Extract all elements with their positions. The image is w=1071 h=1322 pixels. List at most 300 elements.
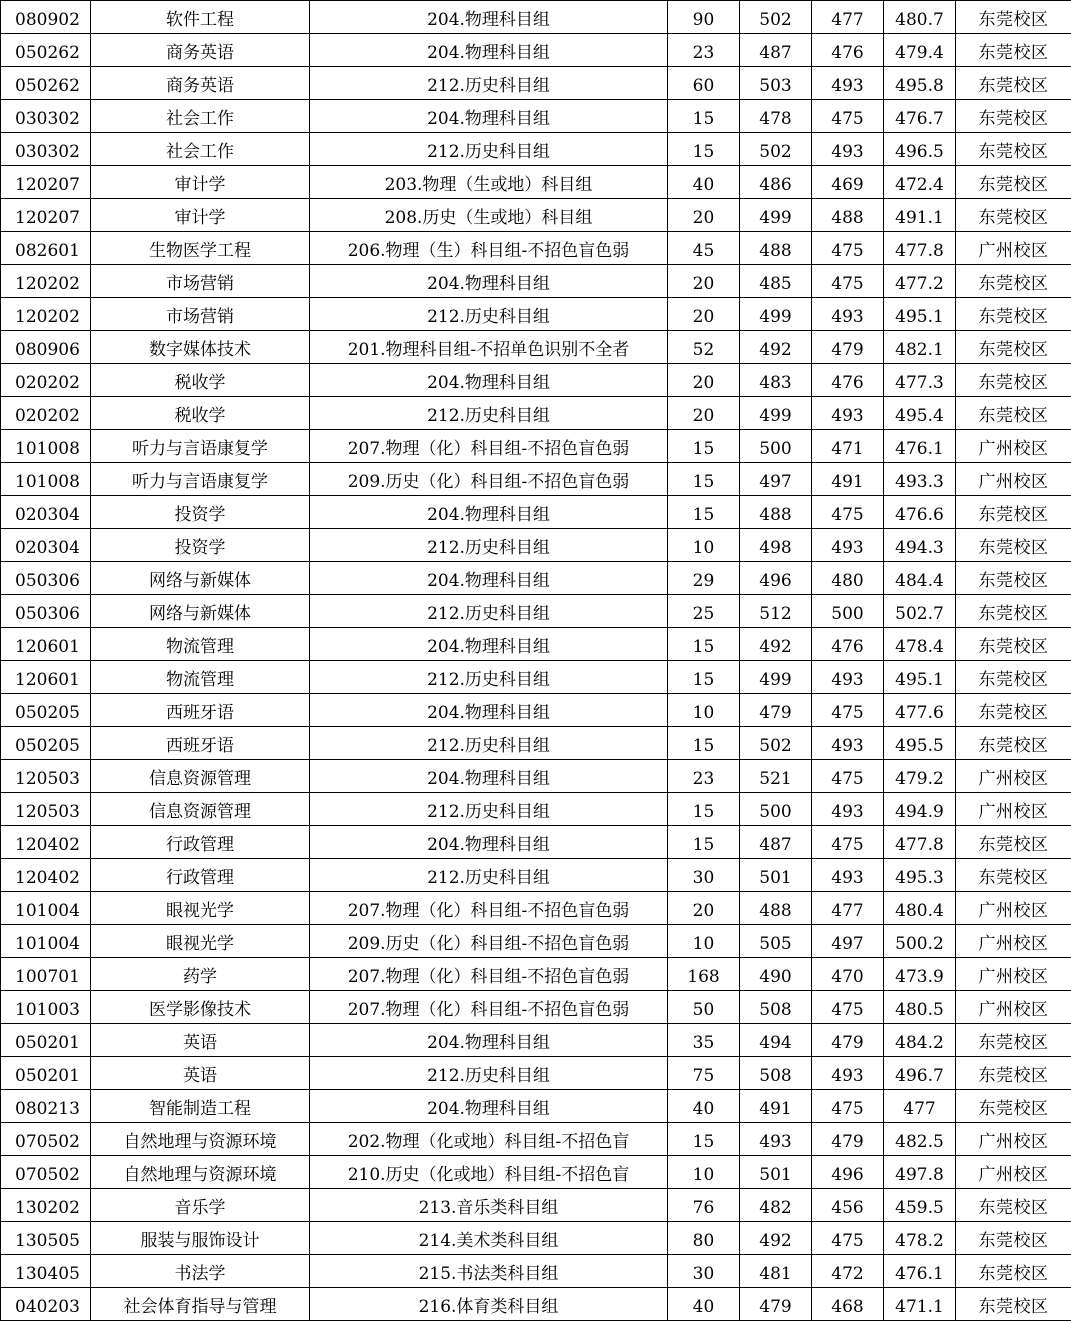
avg-score-cell: 495.8: [884, 67, 956, 100]
major-name-cell: 西班牙语: [91, 694, 310, 727]
major-name-cell: 音乐学: [91, 1189, 310, 1222]
table-row: [1, 496, 1071, 529]
max-score-cell: 499: [740, 661, 812, 694]
subject-group-cell: 212.历史科目组: [310, 529, 668, 562]
major-name-cell: 网络与新媒体: [91, 562, 310, 595]
min-score-cell: 479: [812, 1024, 884, 1057]
campus-cell: 广州校区: [956, 1156, 1071, 1189]
major-code-cell: 101004: [1, 925, 91, 958]
max-score-cell: 498: [740, 529, 812, 562]
subject-group-cell: 206.物理（生）科目组-不招色盲色弱: [310, 232, 668, 265]
plan-count-cell: 15: [668, 661, 740, 694]
major-name-cell: 自然地理与资源环境: [91, 1123, 310, 1156]
major-name-cell: 自然地理与资源环境: [91, 1156, 310, 1189]
major-name-cell: 数字媒体技术: [91, 331, 310, 364]
plan-count-cell: 52: [668, 331, 740, 364]
major-name-cell: 审计学: [91, 166, 310, 199]
avg-score-cell: 477: [884, 1090, 956, 1123]
min-score-cell: 475: [812, 991, 884, 1024]
major-code-cell: 020304: [1, 529, 91, 562]
major-code-cell: 050205: [1, 727, 91, 760]
campus-cell: 东莞校区: [956, 1189, 1071, 1222]
max-score-cell: 492: [740, 628, 812, 661]
min-score-cell: 477: [812, 1, 884, 34]
campus-cell: 东莞校区: [956, 694, 1071, 727]
min-score-cell: 497: [812, 925, 884, 958]
table-row: [1, 1189, 1071, 1222]
avg-score-cell: 477.8: [884, 826, 956, 859]
subject-group-cell: 212.历史科目组: [310, 1057, 668, 1090]
plan-count-cell: 10: [668, 1156, 740, 1189]
table-row: [1, 727, 1071, 760]
campus-cell: 东莞校区: [956, 199, 1071, 232]
plan-count-cell: 15: [668, 496, 740, 529]
table-row: [1, 1288, 1071, 1321]
avg-score-cell: 494.9: [884, 793, 956, 826]
min-score-cell: 493: [812, 1057, 884, 1090]
max-score-cell: 512: [740, 595, 812, 628]
plan-count-cell: 40: [668, 166, 740, 199]
min-score-cell: 493: [812, 793, 884, 826]
campus-cell: 东莞校区: [956, 661, 1071, 694]
table-row: [1, 232, 1071, 265]
plan-count-cell: 20: [668, 397, 740, 430]
table-row: [1, 1255, 1071, 1288]
major-code-cell: 101003: [1, 991, 91, 1024]
major-code-cell: 120207: [1, 199, 91, 232]
avg-score-cell: 477.3: [884, 364, 956, 397]
major-name-cell: 物流管理: [91, 661, 310, 694]
max-score-cell: 486: [740, 166, 812, 199]
max-score-cell: 496: [740, 562, 812, 595]
plan-count-cell: 35: [668, 1024, 740, 1057]
max-score-cell: 482: [740, 1189, 812, 1222]
major-name-cell: 医学影像技术: [91, 991, 310, 1024]
max-score-cell: 521: [740, 760, 812, 793]
table-row: [1, 793, 1071, 826]
avg-score-cell: 478.2: [884, 1222, 956, 1255]
campus-cell: 东莞校区: [956, 1057, 1071, 1090]
table-row: [1, 760, 1071, 793]
subject-group-cell: 203.物理（生或地）科目组: [310, 166, 668, 199]
campus-cell: 广州校区: [956, 925, 1071, 958]
major-name-cell: 商务英语: [91, 34, 310, 67]
min-score-cell: 476: [812, 34, 884, 67]
subject-group-cell: 213.音乐类科目组: [310, 1189, 668, 1222]
subject-group-cell: 212.历史科目组: [310, 727, 668, 760]
subject-group-cell: 216.体育类科目组: [310, 1288, 668, 1321]
campus-cell: 东莞校区: [956, 34, 1071, 67]
table-row: [1, 166, 1071, 199]
avg-score-cell: 482.5: [884, 1123, 956, 1156]
avg-score-cell: 480.5: [884, 991, 956, 1024]
max-score-cell: 483: [740, 364, 812, 397]
min-score-cell: 475: [812, 232, 884, 265]
table-row: [1, 1156, 1071, 1189]
avg-score-cell: 495.4: [884, 397, 956, 430]
min-score-cell: 491: [812, 463, 884, 496]
campus-cell: 东莞校区: [956, 397, 1071, 430]
avg-score-cell: 476.1: [884, 1255, 956, 1288]
min-score-cell: 500: [812, 595, 884, 628]
plan-count-cell: 23: [668, 760, 740, 793]
campus-cell: 广州校区: [956, 1123, 1071, 1156]
plan-count-cell: 168: [668, 958, 740, 991]
campus-cell: 东莞校区: [956, 529, 1071, 562]
plan-count-cell: 10: [668, 694, 740, 727]
major-code-cell: 120503: [1, 760, 91, 793]
avg-score-cell: 491.1: [884, 199, 956, 232]
min-score-cell: 488: [812, 199, 884, 232]
major-code-cell: 070502: [1, 1156, 91, 1189]
major-code-cell: 050306: [1, 595, 91, 628]
subject-group-cell: 204.物理科目组: [310, 826, 668, 859]
major-code-cell: 130202: [1, 1189, 91, 1222]
table-row: [1, 133, 1071, 166]
campus-cell: 东莞校区: [956, 1024, 1071, 1057]
avg-score-cell: 500.2: [884, 925, 956, 958]
campus-cell: 东莞校区: [956, 298, 1071, 331]
major-name-cell: 书法学: [91, 1255, 310, 1288]
major-name-cell: 听力与言语康复学: [91, 430, 310, 463]
plan-count-cell: 15: [668, 1123, 740, 1156]
max-score-cell: 490: [740, 958, 812, 991]
subject-group-cell: 204.物理科目组: [310, 694, 668, 727]
table-row: [1, 463, 1071, 496]
plan-count-cell: 20: [668, 892, 740, 925]
avg-score-cell: 459.5: [884, 1189, 956, 1222]
plan-count-cell: 90: [668, 1, 740, 34]
table-row: [1, 364, 1071, 397]
plan-count-cell: 25: [668, 595, 740, 628]
avg-score-cell: 493.3: [884, 463, 956, 496]
subject-group-cell: 212.历史科目组: [310, 133, 668, 166]
plan-count-cell: 15: [668, 628, 740, 661]
campus-cell: 广州校区: [956, 760, 1071, 793]
min-score-cell: 479: [812, 1123, 884, 1156]
plan-count-cell: 15: [668, 430, 740, 463]
avg-score-cell: 495.5: [884, 727, 956, 760]
max-score-cell: 503: [740, 67, 812, 100]
max-score-cell: 479: [740, 694, 812, 727]
max-score-cell: 485: [740, 265, 812, 298]
major-code-cell: 120207: [1, 166, 91, 199]
plan-count-cell: 45: [668, 232, 740, 265]
major-code-cell: 080906: [1, 331, 91, 364]
major-name-cell: 听力与言语康复学: [91, 463, 310, 496]
major-code-cell: 120402: [1, 826, 91, 859]
avg-score-cell: 482.1: [884, 331, 956, 364]
subject-group-cell: 204.物理科目组: [310, 562, 668, 595]
min-score-cell: 475: [812, 496, 884, 529]
min-score-cell: 475: [812, 826, 884, 859]
subject-group-cell: 204.物理科目组: [310, 496, 668, 529]
avg-score-cell: 496.7: [884, 1057, 956, 1090]
major-code-cell: 080902: [1, 1, 91, 34]
max-score-cell: 497: [740, 463, 812, 496]
max-score-cell: 508: [740, 1057, 812, 1090]
table-row: [1, 958, 1071, 991]
subject-group-cell: 212.历史科目组: [310, 67, 668, 100]
min-score-cell: 475: [812, 1222, 884, 1255]
major-name-cell: 行政管理: [91, 826, 310, 859]
plan-count-cell: 30: [668, 859, 740, 892]
subject-group-cell: 212.历史科目组: [310, 859, 668, 892]
subject-group-cell: 212.历史科目组: [310, 661, 668, 694]
min-score-cell: 493: [812, 133, 884, 166]
major-code-cell: 120601: [1, 628, 91, 661]
min-score-cell: 475: [812, 1090, 884, 1123]
avg-score-cell: 496.5: [884, 133, 956, 166]
max-score-cell: 492: [740, 331, 812, 364]
campus-cell: 东莞校区: [956, 1255, 1071, 1288]
major-code-cell: 120601: [1, 661, 91, 694]
major-name-cell: 税收学: [91, 364, 310, 397]
campus-cell: 广州校区: [956, 892, 1071, 925]
plan-count-cell: 10: [668, 529, 740, 562]
plan-count-cell: 60: [668, 67, 740, 100]
major-code-cell: 050201: [1, 1057, 91, 1090]
max-score-cell: 488: [740, 892, 812, 925]
plan-count-cell: 20: [668, 199, 740, 232]
min-score-cell: 469: [812, 166, 884, 199]
avg-score-cell: 477.2: [884, 265, 956, 298]
table-row: [1, 826, 1071, 859]
avg-score-cell: 497.8: [884, 1156, 956, 1189]
subject-group-cell: 207.物理（化）科目组-不招色盲色弱: [310, 991, 668, 1024]
major-name-cell: 眼视光学: [91, 925, 310, 958]
campus-cell: 东莞校区: [956, 67, 1071, 100]
major-code-cell: 030302: [1, 133, 91, 166]
avg-score-cell: 479.2: [884, 760, 956, 793]
subject-group-cell: 214.美术类科目组: [310, 1222, 668, 1255]
subject-group-cell: 212.历史科目组: [310, 793, 668, 826]
plan-count-cell: 80: [668, 1222, 740, 1255]
max-score-cell: 505: [740, 925, 812, 958]
major-code-cell: 130405: [1, 1255, 91, 1288]
campus-cell: 东莞校区: [956, 859, 1071, 892]
major-name-cell: 投资学: [91, 529, 310, 562]
major-code-cell: 020304: [1, 496, 91, 529]
table-row: [1, 925, 1071, 958]
table-body: [1, 1, 1071, 1321]
table-row: [1, 595, 1071, 628]
subject-group-cell: 201.物理科目组-不招单色识别不全者: [310, 331, 668, 364]
table-row: [1, 562, 1071, 595]
campus-cell: 东莞校区: [956, 1288, 1071, 1321]
campus-cell: 东莞校区: [956, 727, 1071, 760]
major-name-cell: 信息资源管理: [91, 760, 310, 793]
max-score-cell: 493: [740, 1123, 812, 1156]
avg-score-cell: 476.7: [884, 100, 956, 133]
major-code-cell: 050306: [1, 562, 91, 595]
table-row: [1, 1222, 1071, 1255]
table-row: [1, 661, 1071, 694]
subject-group-cell: 207.物理（化）科目组-不招色盲色弱: [310, 430, 668, 463]
plan-count-cell: 15: [668, 133, 740, 166]
max-score-cell: 499: [740, 199, 812, 232]
min-score-cell: 475: [812, 100, 884, 133]
major-code-cell: 040203: [1, 1288, 91, 1321]
major-name-cell: 智能制造工程: [91, 1090, 310, 1123]
major-name-cell: 英语: [91, 1024, 310, 1057]
table-row: [1, 859, 1071, 892]
plan-count-cell: 15: [668, 826, 740, 859]
min-score-cell: 480: [812, 562, 884, 595]
major-code-cell: 080213: [1, 1090, 91, 1123]
major-name-cell: 网络与新媒体: [91, 595, 310, 628]
major-code-cell: 120202: [1, 265, 91, 298]
campus-cell: 东莞校区: [956, 100, 1071, 133]
max-score-cell: 499: [740, 298, 812, 331]
major-code-cell: 130505: [1, 1222, 91, 1255]
campus-cell: 广州校区: [956, 793, 1071, 826]
major-code-cell: 050262: [1, 67, 91, 100]
major-name-cell: 软件工程: [91, 1, 310, 34]
plan-count-cell: 75: [668, 1057, 740, 1090]
campus-cell: 东莞校区: [956, 265, 1071, 298]
major-name-cell: 信息资源管理: [91, 793, 310, 826]
campus-cell: 广州校区: [956, 991, 1071, 1024]
campus-cell: 东莞校区: [956, 628, 1071, 661]
subject-group-cell: 210.历史（化或地）科目组-不招色盲: [310, 1156, 668, 1189]
max-score-cell: 499: [740, 397, 812, 430]
plan-count-cell: 76: [668, 1189, 740, 1222]
major-code-cell: 070502: [1, 1123, 91, 1156]
avg-score-cell: 471.1: [884, 1288, 956, 1321]
subject-group-cell: 204.物理科目组: [310, 628, 668, 661]
table-row: [1, 529, 1071, 562]
plan-count-cell: 40: [668, 1288, 740, 1321]
plan-count-cell: 15: [668, 463, 740, 496]
campus-cell: 东莞校区: [956, 364, 1071, 397]
campus-cell: 东莞校区: [956, 331, 1071, 364]
avg-score-cell: 477.8: [884, 232, 956, 265]
max-score-cell: 502: [740, 1, 812, 34]
max-score-cell: 501: [740, 1156, 812, 1189]
subject-group-cell: 204.物理科目组: [310, 760, 668, 793]
avg-score-cell: 472.4: [884, 166, 956, 199]
major-code-cell: 020202: [1, 397, 91, 430]
table-row: [1, 67, 1071, 100]
plan-count-cell: 20: [668, 364, 740, 397]
major-code-cell: 020202: [1, 364, 91, 397]
campus-cell: 东莞校区: [956, 496, 1071, 529]
subject-group-cell: 212.历史科目组: [310, 397, 668, 430]
min-score-cell: 479: [812, 331, 884, 364]
subject-group-cell: 204.物理科目组: [310, 100, 668, 133]
table-row: [1, 991, 1071, 1024]
min-score-cell: 475: [812, 694, 884, 727]
campus-cell: 东莞校区: [956, 562, 1071, 595]
min-score-cell: 477: [812, 892, 884, 925]
campus-cell: 东莞校区: [956, 166, 1071, 199]
subject-group-cell: 215.书法类科目组: [310, 1255, 668, 1288]
plan-count-cell: 15: [668, 100, 740, 133]
subject-group-cell: 204.物理科目组: [310, 1, 668, 34]
table-row: [1, 331, 1071, 364]
subject-group-cell: 209.历史（化）科目组-不招色盲色弱: [310, 925, 668, 958]
subject-group-cell: 212.历史科目组: [310, 595, 668, 628]
avg-score-cell: 495.1: [884, 298, 956, 331]
max-score-cell: 487: [740, 34, 812, 67]
avg-score-cell: 480.7: [884, 1, 956, 34]
min-score-cell: 468: [812, 1288, 884, 1321]
max-score-cell: 494: [740, 1024, 812, 1057]
campus-cell: 广州校区: [956, 232, 1071, 265]
major-name-cell: 商务英语: [91, 67, 310, 100]
plan-count-cell: 15: [668, 793, 740, 826]
table-row: [1, 1123, 1071, 1156]
table-row: [1, 1090, 1071, 1123]
max-score-cell: 487: [740, 826, 812, 859]
major-name-cell: 物流管理: [91, 628, 310, 661]
subject-group-cell: 204.物理科目组: [310, 34, 668, 67]
campus-cell: 东莞校区: [956, 1, 1071, 34]
min-score-cell: 471: [812, 430, 884, 463]
avg-score-cell: 502.7: [884, 595, 956, 628]
major-name-cell: 西班牙语: [91, 727, 310, 760]
table-row: [1, 298, 1071, 331]
campus-cell: 东莞校区: [956, 595, 1071, 628]
plan-count-cell: 30: [668, 1255, 740, 1288]
max-score-cell: 500: [740, 793, 812, 826]
min-score-cell: 456: [812, 1189, 884, 1222]
campus-cell: 广州校区: [956, 430, 1071, 463]
min-score-cell: 493: [812, 859, 884, 892]
max-score-cell: 500: [740, 430, 812, 463]
subject-group-cell: 202.物理（化或地）科目组-不招色盲: [310, 1123, 668, 1156]
max-score-cell: 488: [740, 496, 812, 529]
max-score-cell: 501: [740, 859, 812, 892]
table-row: [1, 1057, 1071, 1090]
max-score-cell: 481: [740, 1255, 812, 1288]
avg-score-cell: 495.3: [884, 859, 956, 892]
major-code-cell: 050201: [1, 1024, 91, 1057]
table-row: [1, 694, 1071, 727]
major-name-cell: 审计学: [91, 199, 310, 232]
max-score-cell: 502: [740, 133, 812, 166]
major-code-cell: 101004: [1, 892, 91, 925]
table-row: [1, 1024, 1071, 1057]
min-score-cell: 476: [812, 364, 884, 397]
min-score-cell: 470: [812, 958, 884, 991]
major-name-cell: 生物医学工程: [91, 232, 310, 265]
major-code-cell: 101008: [1, 430, 91, 463]
min-score-cell: 493: [812, 397, 884, 430]
campus-cell: 广州校区: [956, 463, 1071, 496]
min-score-cell: 493: [812, 727, 884, 760]
plan-count-cell: 10: [668, 925, 740, 958]
subject-group-cell: 207.物理（化）科目组-不招色盲色弱: [310, 958, 668, 991]
plan-count-cell: 20: [668, 298, 740, 331]
table-row: [1, 628, 1071, 661]
min-score-cell: 475: [812, 265, 884, 298]
avg-score-cell: 476.1: [884, 430, 956, 463]
max-score-cell: 488: [740, 232, 812, 265]
avg-score-cell: 473.9: [884, 958, 956, 991]
major-name-cell: 眼视光学: [91, 892, 310, 925]
avg-score-cell: 484.2: [884, 1024, 956, 1057]
table-row: [1, 397, 1071, 430]
subject-group-cell: 209.历史（化）科目组-不招色盲色弱: [310, 463, 668, 496]
major-name-cell: 行政管理: [91, 859, 310, 892]
plan-count-cell: 23: [668, 34, 740, 67]
campus-cell: 东莞校区: [956, 1222, 1071, 1255]
avg-score-cell: 494.3: [884, 529, 956, 562]
avg-score-cell: 480.4: [884, 892, 956, 925]
major-code-cell: 030302: [1, 100, 91, 133]
